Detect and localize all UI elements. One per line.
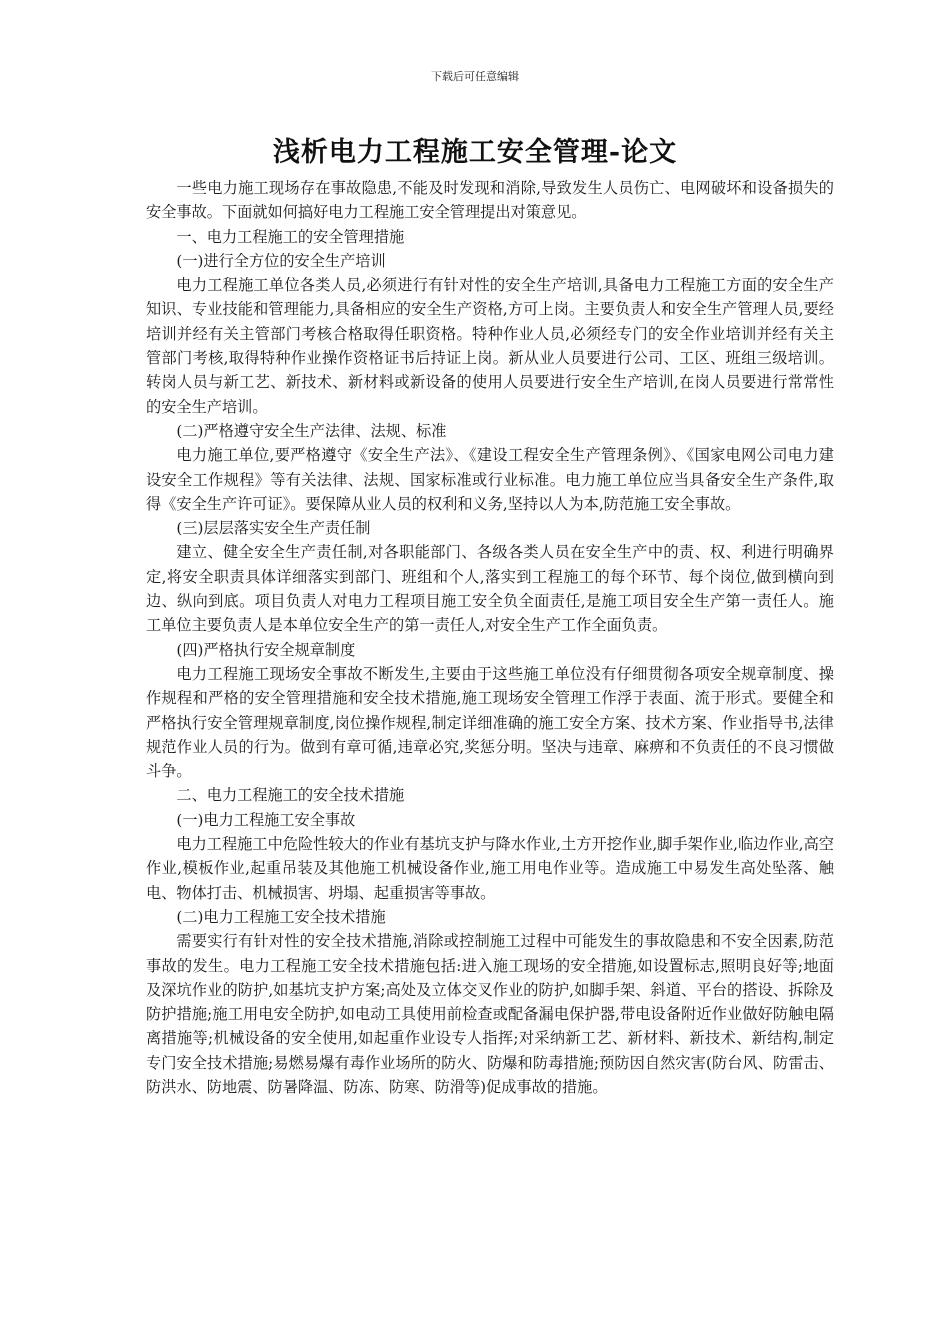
- paragraph-intro: 一些电力施工现场存在事故隐患,不能及时发现和消除,导致发生人员伤亡、电网破坏和设备损失的安全事故。下面就如何搞好电力工程施工安全管理提出对策意见。: [146, 179, 834, 222]
- subsection-heading-1-1: (一)进行全方位的安全生产培训: [176, 251, 386, 270]
- subsection-heading-1-4: (四)严格执行安全规章制度: [176, 640, 356, 659]
- header-note: 下载后可任意编辑: [431, 70, 519, 83]
- paragraph-2-2: 需要实行有针对性的安全技术措施,消除或控制施工过程中可能发生的事故隐患和不安全因素,防范事故的发生。电力工程施工安全技术措施包括:进入施工现场的安全措施,如设置标志,照明良好等;地面及深坑作业的防护,如基坑支护方案;高处及立体交叉作业的防护,如脚手架、斜道、平台的搭设、拆除及防护措施;施工用电安全防护,如电动工具使用前检查或配备漏电保护器,带电设备附近作业做好防触电隔离措施等;机械设备的安全使用,如起重作业设专人指挥;对采纳新工艺、新材料、新技术、新结构,制定专门安全技术措施;易燃易爆有毒作业场所的防火、防爆和防毒措施;预防因自然灾害(防台风、防雷击、防洪水、防地震、防暑降温、防冻、防寒、防滑等)促成事故的措施。: [146, 932, 834, 1096]
- paragraph-1-3: 建立、健全安全生产责任制,对各职能部门、各级各类人员在安全生产中的责、权、利进行明确界定,将安全职责具体详细落实到部门、班组和个人,落实到工程施工的每个环节、每个岗位,做到横向到边、纵向到底。项目负责人对电力工程项目施工安全负全面责任,是施工项目安全生产第一责任人。施工单位主要负责人是本单位安全生产的第一责任人,对安全生产工作全面负责。: [146, 543, 834, 635]
- paragraph-2-1: 电力工程施工中危险性较大的作业有基坑支护与降水作业,土方开挖作业,脚手架作业,临边作业,高空作业,模板作业,起重吊装及其他施工机械设备作业,施工用电作业等。造成施工中易发生高处坠落、触电、物体打击、机械损害、坍塌、起重损害等事故。: [146, 835, 834, 902]
- subsection-heading-1-3: (三)层层落实安全生产责任制: [176, 519, 371, 538]
- document-body: [146, 176, 834, 1099]
- subsection-heading-1-2: (二)严格遵守安全生产法律、法规、标准: [176, 421, 447, 440]
- paragraph-1-1: 电力工程施工单位各类人员,必须进行有针对性的安全生产培训,具备电力工程施工方面的安全生产知识、专业技能和管理能力,具备相应的安全生产资格,方可上岗。主要负责人和安全生产管理人员,要经培训并经有关主管部门考核合格取得任职资格。特种作业人员,必须经专门的安全作业培训并经有关主管部门考核,取得特种作业操作资格证书后持证上岗。新从业人员要进行公司、工区、班组三级培训。转岗人员与新工艺、新技术、新材料或新设备的使用人员要进行安全生产培训,在岗人员要进行常常性的安全生产培训。: [146, 276, 834, 416]
- document-title: 浅析电力工程施工安全管理-论文: [272, 137, 678, 168]
- section-heading-2: 二、电力工程施工的安全技术措施: [176, 786, 405, 805]
- paragraph-1-2: 电力施工单位,要严格遵守《安全生产法》、《建设工程安全生产管理条例》、《国家电网公司电力建设安全工作规程》等有关法律、法规、国家标准或行业标准。电力施工单位应当具备安全生产条件,取得《安全生产许可证》。要保障从业人员的权利和义务,坚持以人为本,防范施工安全事故。: [146, 446, 834, 513]
- subsection-heading-2-1: (一)电力工程施工安全事故: [176, 810, 356, 829]
- paragraph-1-4: 电力工程施工现场安全事故不断发生,主要由于这些施工单位没有仔细贯彻各项安全规章制度、操作规程和严格的安全管理措施和安全技术措施,施工现场安全管理工作浮于表面、流于形式。要健全和严格执行安全管理规章制度,岗位操作规程,制定详细准确的施工安全方案、技术方案、作业指导书,法律规范作业人员的行为。做到有章可循,违章必究,奖惩分明。坚决与违章、麻痹和不负责任的不良习惯做斗争。: [146, 664, 834, 781]
- section-heading-1: 一、电力工程施工的安全管理措施: [176, 227, 405, 246]
- subsection-heading-2-2: (二)电力工程施工安全技术措施: [176, 907, 386, 926]
